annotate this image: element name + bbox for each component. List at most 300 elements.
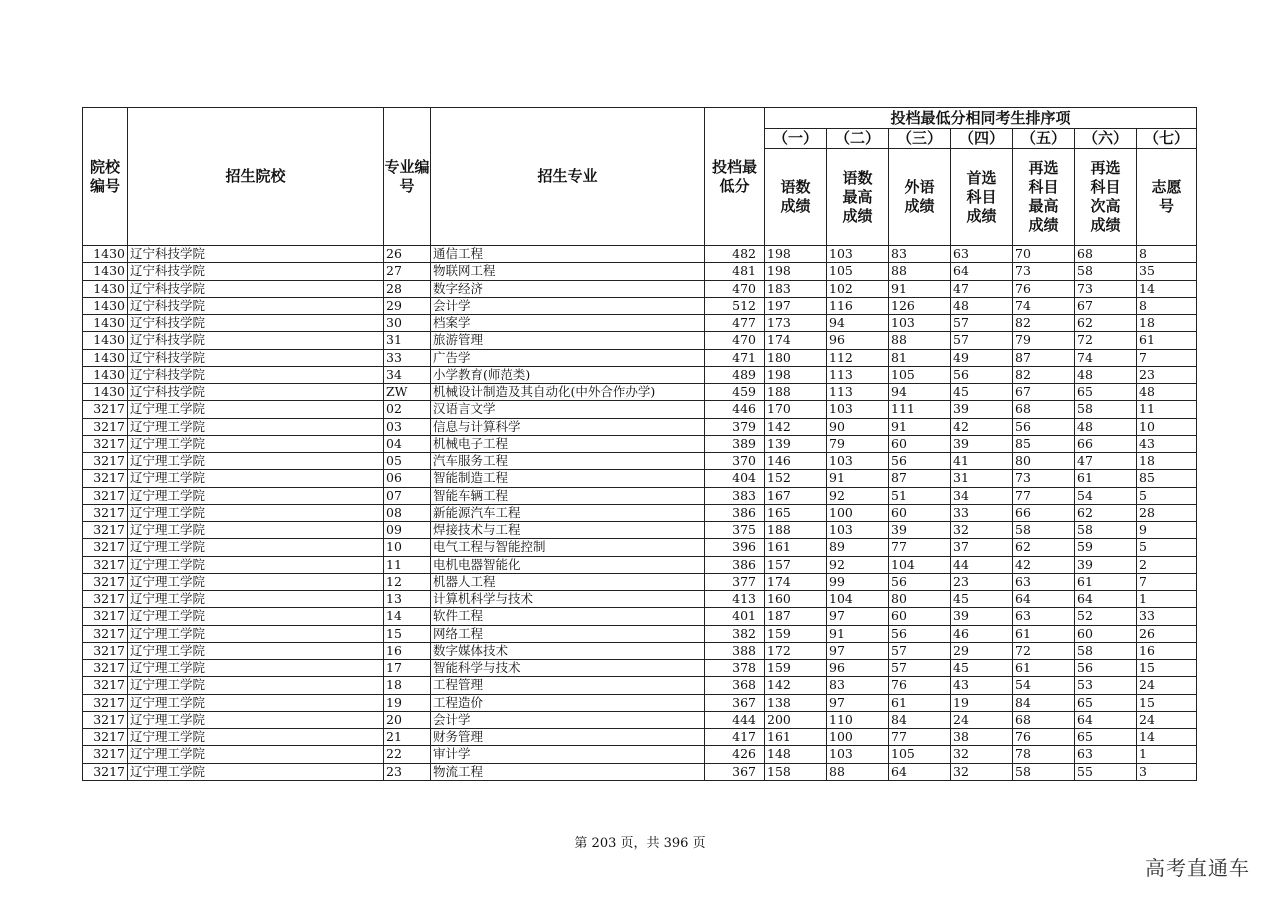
cell-tie-2: 79 (827, 435, 889, 452)
cell-tie-3: 60 (889, 608, 951, 625)
table-row (83, 711, 1197, 728)
cell-major-name: 电机电器智能化 (431, 556, 705, 573)
watermark: 高考直通车 (1145, 856, 1250, 880)
table-row (83, 539, 1197, 556)
table-row (83, 435, 1197, 452)
cell-school-name: 辽宁理工学院 (128, 660, 384, 677)
cell-major-name: 通信工程 (431, 246, 705, 263)
table-row (83, 246, 1197, 263)
cell-tie-6: 56 (1075, 660, 1137, 677)
cell-tie-3: 88 (889, 332, 951, 349)
table-row (83, 556, 1197, 573)
cell-tie-2: 91 (827, 470, 889, 487)
cell-school-code: 3217 (83, 539, 128, 556)
cell-tie-6: 65 (1075, 729, 1137, 746)
cell-tie-3: 80 (889, 591, 951, 608)
cell-tie-1: 158 (765, 763, 827, 780)
cell-school-name: 辽宁理工学院 (128, 711, 384, 728)
cell-major-code: 16 (384, 642, 431, 659)
cell-tie-7: 26 (1137, 625, 1197, 642)
cell-min-score: 426 (705, 746, 765, 763)
cell-major-name: 物流工程 (431, 763, 705, 780)
cell-tie-5: 68 (1013, 401, 1075, 418)
cell-tie-7: 48 (1137, 384, 1197, 401)
cell-tie-1: 142 (765, 418, 827, 435)
cell-min-score: 375 (705, 522, 765, 539)
cell-tie-1: 142 (765, 677, 827, 694)
cell-tie-2: 90 (827, 418, 889, 435)
cell-tie-6: 58 (1075, 522, 1137, 539)
table-row (83, 332, 1197, 349)
cell-school-code: 1430 (83, 384, 128, 401)
cell-major-name: 审计学 (431, 746, 705, 763)
table-row (83, 677, 1197, 694)
cell-school-code: 3217 (83, 729, 128, 746)
cell-major-code: 26 (384, 246, 431, 263)
table-row (83, 694, 1197, 711)
cell-tie-2: 104 (827, 591, 889, 608)
header-tie-order: （四） (951, 129, 1013, 149)
cell-tie-5: 68 (1013, 711, 1075, 728)
cell-tie-4: 39 (951, 435, 1013, 452)
cell-tie-7: 1 (1137, 591, 1197, 608)
cell-tie-7: 23 (1137, 366, 1197, 383)
cell-min-score: 378 (705, 660, 765, 677)
cell-major-code: 04 (384, 435, 431, 452)
cell-tie-7: 18 (1137, 453, 1197, 470)
header-tie-item: 语数成绩 (765, 149, 827, 246)
cell-tie-6: 39 (1075, 556, 1137, 573)
cell-tie-6: 61 (1075, 573, 1137, 590)
cell-school-code: 3217 (83, 746, 128, 763)
cell-tie-6: 54 (1075, 487, 1137, 504)
cell-tie-3: 57 (889, 660, 951, 677)
cell-tie-2: 92 (827, 556, 889, 573)
header-tie-order: （七） (1137, 129, 1197, 149)
cell-tie-7: 61 (1137, 332, 1197, 349)
cell-tie-2: 96 (827, 332, 889, 349)
cell-major-code: 20 (384, 711, 431, 728)
cell-school-code: 3217 (83, 763, 128, 780)
table-row (83, 263, 1197, 280)
cell-tie-1: 161 (765, 539, 827, 556)
table-row (83, 366, 1197, 383)
cell-tie-1: 146 (765, 453, 827, 470)
cell-tie-2: 97 (827, 642, 889, 659)
cell-tie-3: 56 (889, 573, 951, 590)
cell-major-code: 03 (384, 418, 431, 435)
cell-tie-2: 97 (827, 608, 889, 625)
cell-tie-4: 57 (951, 315, 1013, 332)
cell-tie-3: 111 (889, 401, 951, 418)
cell-tie-3: 60 (889, 435, 951, 452)
cell-major-code: 09 (384, 522, 431, 539)
cell-tie-4: 41 (951, 453, 1013, 470)
table-row (83, 522, 1197, 539)
cell-tie-6: 65 (1075, 384, 1137, 401)
cell-tie-5: 58 (1013, 522, 1075, 539)
cell-tie-6: 66 (1075, 435, 1137, 452)
cell-major-code: 17 (384, 660, 431, 677)
cell-tie-5: 42 (1013, 556, 1075, 573)
cell-tie-3: 61 (889, 694, 951, 711)
cell-tie-5: 82 (1013, 315, 1075, 332)
cell-tie-4: 45 (951, 591, 1013, 608)
page-footer: 第 203 页，共 396 页 (574, 836, 706, 851)
cell-school-code: 3217 (83, 625, 128, 642)
cell-school-code: 1430 (83, 280, 128, 297)
cell-tie-7: 1 (1137, 746, 1197, 763)
cell-major-code: 13 (384, 591, 431, 608)
cell-school-name: 辽宁科技学院 (128, 246, 384, 263)
cell-school-name: 辽宁理工学院 (128, 694, 384, 711)
cell-tie-3: 57 (889, 642, 951, 659)
cell-min-score: 413 (705, 591, 765, 608)
cell-tie-7: 16 (1137, 642, 1197, 659)
cell-tie-5: 73 (1013, 263, 1075, 280)
table-row (83, 642, 1197, 659)
cell-tie-2: 94 (827, 315, 889, 332)
cell-major-code: 30 (384, 315, 431, 332)
cell-tie-5: 78 (1013, 746, 1075, 763)
cell-tie-4: 37 (951, 539, 1013, 556)
cell-tie-7: 7 (1137, 349, 1197, 366)
cell-school-name: 辽宁科技学院 (128, 297, 384, 314)
header-tie-order: （一） (765, 129, 827, 149)
cell-tie-5: 66 (1013, 504, 1075, 521)
table-row (83, 625, 1197, 642)
cell-major-name: 智能制造工程 (431, 470, 705, 487)
cell-tie-1: 198 (765, 246, 827, 263)
cell-major-name: 计算机科学与技术 (431, 591, 705, 608)
cell-tie-7: 24 (1137, 677, 1197, 694)
cell-tie-4: 39 (951, 401, 1013, 418)
cell-tie-5: 80 (1013, 453, 1075, 470)
cell-tie-4: 29 (951, 642, 1013, 659)
cell-school-name: 辽宁理工学院 (128, 435, 384, 452)
cell-tie-2: 112 (827, 349, 889, 366)
header-min-score: 投档最低分 (705, 108, 765, 246)
cell-school-code: 3217 (83, 504, 128, 521)
cell-tie-6: 48 (1075, 418, 1137, 435)
cell-tie-4: 57 (951, 332, 1013, 349)
cell-major-name: 物联网工程 (431, 263, 705, 280)
cell-tie-5: 61 (1013, 660, 1075, 677)
cell-tie-3: 104 (889, 556, 951, 573)
header-tie-item: 再选科目最高成绩 (1013, 149, 1075, 246)
cell-tie-4: 34 (951, 487, 1013, 504)
cell-tie-2: 91 (827, 625, 889, 642)
table-row (83, 453, 1197, 470)
cell-tie-3: 105 (889, 366, 951, 383)
cell-tie-2: 105 (827, 263, 889, 280)
cell-tie-5: 62 (1013, 539, 1075, 556)
cell-school-name: 辽宁理工学院 (128, 539, 384, 556)
admission-score-table (82, 107, 1197, 781)
cell-tie-4: 56 (951, 366, 1013, 383)
cell-major-code: 22 (384, 746, 431, 763)
cell-major-name: 智能车辆工程 (431, 487, 705, 504)
cell-tie-2: 103 (827, 522, 889, 539)
cell-min-score: 386 (705, 504, 765, 521)
cell-major-code: 28 (384, 280, 431, 297)
header-tie-group: 投档最低分相同考生排序项 (765, 108, 1197, 129)
cell-tie-3: 60 (889, 504, 951, 521)
cell-tie-7: 15 (1137, 694, 1197, 711)
header-school-name: 招生院校 (128, 108, 384, 246)
cell-school-code: 1430 (83, 349, 128, 366)
table-row (83, 470, 1197, 487)
cell-major-code: 34 (384, 366, 431, 383)
cell-tie-1: 173 (765, 315, 827, 332)
cell-tie-3: 84 (889, 711, 951, 728)
table-row (83, 315, 1197, 332)
cell-school-name: 辽宁理工学院 (128, 453, 384, 470)
header-tie-order: （五） (1013, 129, 1075, 149)
cell-school-name: 辽宁理工学院 (128, 729, 384, 746)
cell-tie-7: 2 (1137, 556, 1197, 573)
cell-major-code: 02 (384, 401, 431, 418)
cell-min-score: 367 (705, 694, 765, 711)
cell-tie-3: 103 (889, 315, 951, 332)
cell-major-code: 07 (384, 487, 431, 504)
cell-tie-4: 44 (951, 556, 1013, 573)
cell-school-name: 辽宁理工学院 (128, 556, 384, 573)
cell-tie-4: 23 (951, 573, 1013, 590)
cell-min-score: 470 (705, 280, 765, 297)
cell-min-score: 401 (705, 608, 765, 625)
cell-school-code: 1430 (83, 332, 128, 349)
table-row (83, 729, 1197, 746)
cell-major-code: ZW (384, 384, 431, 401)
cell-major-name: 工程管理 (431, 677, 705, 694)
cell-school-code: 3217 (83, 608, 128, 625)
cell-tie-5: 64 (1013, 591, 1075, 608)
header-school-code: 院校编号 (83, 108, 128, 246)
table-row (83, 418, 1197, 435)
header-tie-order: （三） (889, 129, 951, 149)
cell-tie-3: 39 (889, 522, 951, 539)
cell-school-name: 辽宁理工学院 (128, 677, 384, 694)
header-tie-item: 再选科目次高成绩 (1075, 149, 1137, 246)
cell-major-name: 智能科学与技术 (431, 660, 705, 677)
cell-tie-4: 43 (951, 677, 1013, 694)
cell-major-name: 机械电子工程 (431, 435, 705, 452)
cell-min-score: 446 (705, 401, 765, 418)
cell-school-name: 辽宁理工学院 (128, 522, 384, 539)
cell-tie-1: 180 (765, 349, 827, 366)
cell-major-code: 12 (384, 573, 431, 590)
cell-tie-6: 58 (1075, 401, 1137, 418)
cell-tie-1: 139 (765, 435, 827, 452)
cell-tie-5: 63 (1013, 608, 1075, 625)
cell-school-code: 3217 (83, 418, 128, 435)
cell-major-code: 21 (384, 729, 431, 746)
cell-tie-4: 45 (951, 384, 1013, 401)
cell-tie-5: 67 (1013, 384, 1075, 401)
cell-major-name: 旅游管理 (431, 332, 705, 349)
cell-major-name: 汽车服务工程 (431, 453, 705, 470)
cell-tie-7: 9 (1137, 522, 1197, 539)
cell-school-name: 辽宁科技学院 (128, 349, 384, 366)
cell-tie-2: 92 (827, 487, 889, 504)
cell-tie-4: 49 (951, 349, 1013, 366)
cell-school-name: 辽宁理工学院 (128, 418, 384, 435)
cell-min-score: 382 (705, 625, 765, 642)
cell-tie-3: 56 (889, 625, 951, 642)
cell-min-score: 481 (705, 263, 765, 280)
cell-tie-1: 165 (765, 504, 827, 521)
cell-major-name: 电气工程与智能控制 (431, 539, 705, 556)
cell-major-name: 工程造价 (431, 694, 705, 711)
cell-major-name: 软件工程 (431, 608, 705, 625)
cell-min-score: 377 (705, 573, 765, 590)
table-row (83, 591, 1197, 608)
cell-tie-5: 79 (1013, 332, 1075, 349)
cell-school-name: 辽宁科技学院 (128, 332, 384, 349)
header-major-code: 专业编号 (384, 108, 431, 246)
cell-school-name: 辽宁科技学院 (128, 315, 384, 332)
header-tie-item: 外语成绩 (889, 149, 951, 246)
cell-tie-5: 87 (1013, 349, 1075, 366)
cell-tie-2: 110 (827, 711, 889, 728)
cell-tie-7: 10 (1137, 418, 1197, 435)
cell-tie-2: 100 (827, 504, 889, 521)
cell-major-code: 10 (384, 539, 431, 556)
cell-major-code: 14 (384, 608, 431, 625)
table-row (83, 487, 1197, 504)
cell-tie-1: 172 (765, 642, 827, 659)
cell-tie-4: 32 (951, 746, 1013, 763)
cell-tie-6: 55 (1075, 763, 1137, 780)
cell-tie-3: 76 (889, 677, 951, 694)
cell-tie-1: 188 (765, 522, 827, 539)
cell-tie-3: 91 (889, 418, 951, 435)
table-row (83, 763, 1197, 780)
cell-major-code: 11 (384, 556, 431, 573)
table-row (83, 297, 1197, 314)
cell-major-code: 15 (384, 625, 431, 642)
table-body (83, 246, 1197, 781)
cell-school-name: 辽宁科技学院 (128, 366, 384, 383)
cell-tie-5: 61 (1013, 625, 1075, 642)
cell-tie-6: 62 (1075, 315, 1137, 332)
cell-tie-1: 200 (765, 711, 827, 728)
cell-tie-1: 183 (765, 280, 827, 297)
cell-school-code: 1430 (83, 246, 128, 263)
cell-tie-1: 197 (765, 297, 827, 314)
cell-tie-5: 54 (1013, 677, 1075, 694)
cell-school-name: 辽宁理工学院 (128, 763, 384, 780)
cell-tie-5: 72 (1013, 642, 1075, 659)
cell-min-score: 386 (705, 556, 765, 573)
cell-school-code: 3217 (83, 453, 128, 470)
cell-major-name: 会计学 (431, 711, 705, 728)
cell-major-name: 机器人工程 (431, 573, 705, 590)
cell-tie-2: 116 (827, 297, 889, 314)
cell-major-name: 财务管理 (431, 729, 705, 746)
cell-tie-4: 38 (951, 729, 1013, 746)
cell-major-name: 小学教育(师范类) (431, 366, 705, 383)
cell-min-score: 367 (705, 763, 765, 780)
header-tie-order: （二） (827, 129, 889, 149)
cell-min-score: 477 (705, 315, 765, 332)
cell-school-code: 3217 (83, 694, 128, 711)
cell-school-code: 3217 (83, 573, 128, 590)
cell-tie-7: 35 (1137, 263, 1197, 280)
cell-school-name: 辽宁理工学院 (128, 642, 384, 659)
cell-tie-7: 85 (1137, 470, 1197, 487)
cell-tie-4: 45 (951, 660, 1013, 677)
cell-tie-7: 7 (1137, 573, 1197, 590)
cell-tie-1: 159 (765, 625, 827, 642)
cell-tie-2: 89 (827, 539, 889, 556)
cell-tie-1: 138 (765, 694, 827, 711)
cell-tie-4: 32 (951, 522, 1013, 539)
cell-school-code: 3217 (83, 556, 128, 573)
cell-tie-7: 5 (1137, 539, 1197, 556)
cell-major-name: 网络工程 (431, 625, 705, 642)
cell-major-name: 数字媒体技术 (431, 642, 705, 659)
cell-school-code: 3217 (83, 435, 128, 452)
cell-tie-7: 8 (1137, 246, 1197, 263)
cell-tie-4: 39 (951, 608, 1013, 625)
header-tie-item: 首选科目成绩 (951, 149, 1013, 246)
cell-tie-1: 167 (765, 487, 827, 504)
cell-tie-1: 188 (765, 384, 827, 401)
cell-tie-2: 97 (827, 694, 889, 711)
cell-school-code: 3217 (83, 401, 128, 418)
cell-tie-5: 84 (1013, 694, 1075, 711)
cell-min-score: 482 (705, 246, 765, 263)
cell-tie-6: 53 (1075, 677, 1137, 694)
cell-tie-1: 198 (765, 366, 827, 383)
table-row (83, 504, 1197, 521)
cell-tie-6: 73 (1075, 280, 1137, 297)
cell-school-name: 辽宁理工学院 (128, 401, 384, 418)
header-tie-item: 志愿号 (1137, 149, 1197, 246)
cell-min-score: 396 (705, 539, 765, 556)
cell-min-score: 417 (705, 729, 765, 746)
cell-tie-3: 126 (889, 297, 951, 314)
cell-tie-3: 88 (889, 263, 951, 280)
cell-tie-6: 59 (1075, 539, 1137, 556)
table-row (83, 384, 1197, 401)
cell-major-name: 新能源汽车工程 (431, 504, 705, 521)
cell-tie-7: 18 (1137, 315, 1197, 332)
cell-tie-4: 46 (951, 625, 1013, 642)
cell-school-code: 3217 (83, 711, 128, 728)
cell-min-score: 370 (705, 453, 765, 470)
cell-tie-5: 85 (1013, 435, 1075, 452)
cell-major-name: 档案学 (431, 315, 705, 332)
cell-min-score: 512 (705, 297, 765, 314)
cell-min-score: 471 (705, 349, 765, 366)
cell-tie-6: 72 (1075, 332, 1137, 349)
cell-school-code: 3217 (83, 677, 128, 694)
cell-tie-7: 3 (1137, 763, 1197, 780)
cell-tie-3: 87 (889, 470, 951, 487)
cell-tie-5: 58 (1013, 763, 1075, 780)
table-row (83, 401, 1197, 418)
cell-tie-5: 56 (1013, 418, 1075, 435)
cell-tie-5: 74 (1013, 297, 1075, 314)
cell-tie-4: 32 (951, 763, 1013, 780)
cell-tie-7: 14 (1137, 729, 1197, 746)
cell-tie-2: 83 (827, 677, 889, 694)
cell-tie-1: 187 (765, 608, 827, 625)
cell-tie-4: 63 (951, 246, 1013, 263)
